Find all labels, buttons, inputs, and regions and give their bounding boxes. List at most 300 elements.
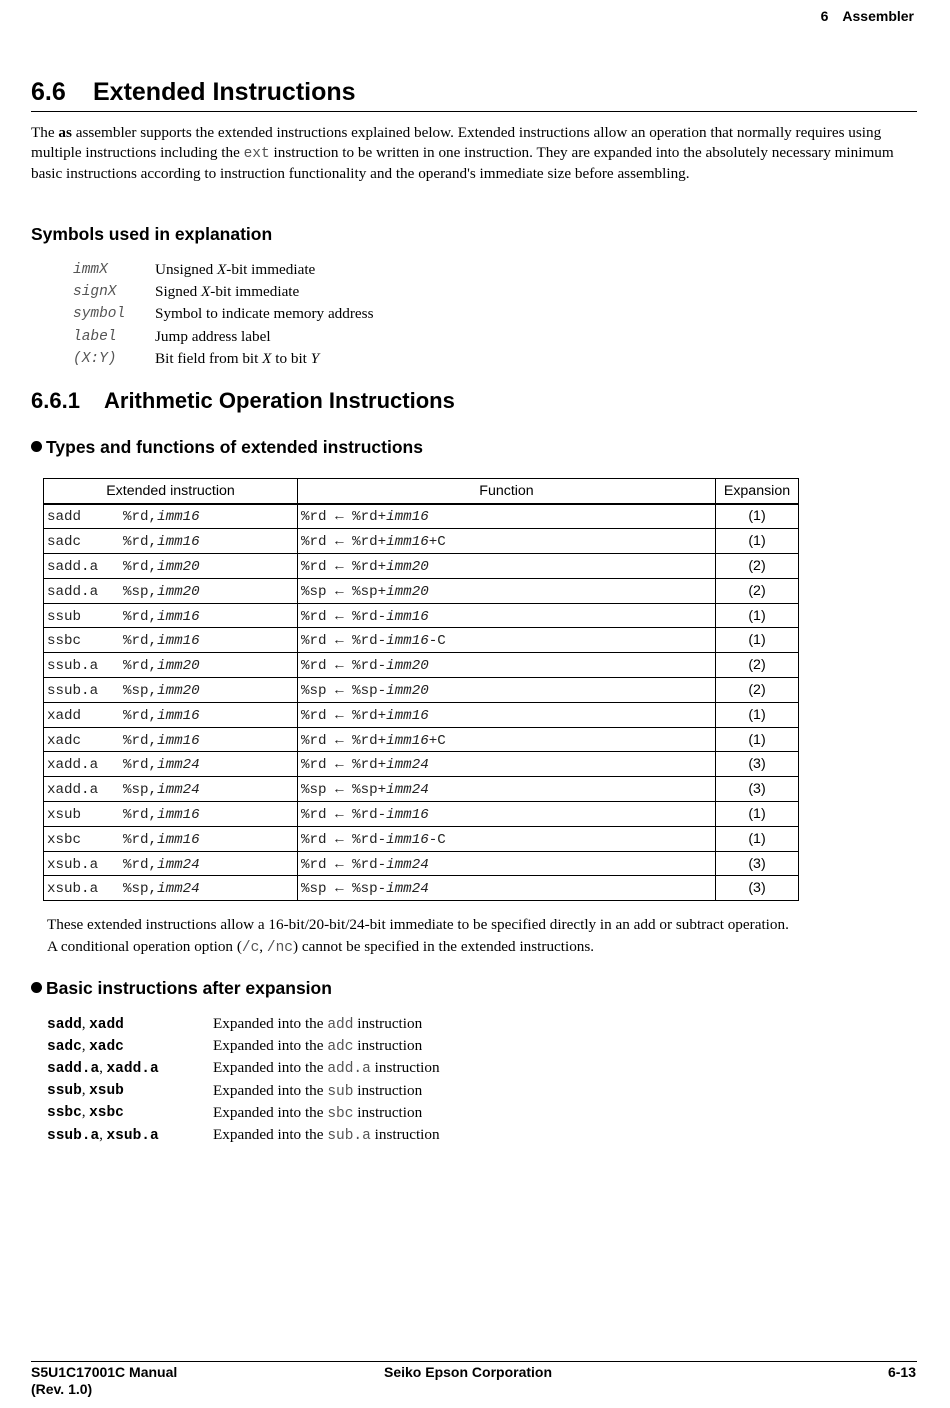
operand-immediate: imm24 [157,757,200,774]
function-source: %rd+ [352,757,387,774]
function-source: %sp+ [352,583,387,600]
instruction-cell [44,752,298,777]
basic-desc-prefix: Expanded into the [213,1103,328,1121]
function-expression [298,733,446,749]
instruction-mnemonic: xadd.a [47,757,99,774]
column-header-function: Function [298,479,716,504]
table-row [44,529,799,554]
function-immediate: imm16 [386,509,429,526]
basic-instruction-b: xadc [89,1038,124,1055]
function-cell [298,727,716,752]
operand-immediate: imm16 [157,534,200,551]
function-expression [298,757,429,773]
table-row [44,504,799,529]
expansion-cell: (2) [716,653,799,678]
basic-instruction-row [47,1124,440,1146]
column-header-expansion: Expansion [716,479,799,504]
note-option-c: /c [241,940,260,957]
basic-desc-code: sub [327,1083,354,1100]
basic-instruction-a: ssub.a [47,1127,100,1144]
basic-instruction-names [47,1082,213,1099]
function-immediate: imm20 [386,682,429,699]
symbol-desc-pre: Jump address label [155,327,271,345]
expansion-cell: (3) [716,777,799,802]
footer-manual [31,1364,177,1398]
subsection-title [31,388,455,414]
instruction-operands [123,559,200,575]
instruction-mnemonic: ssub [47,608,82,625]
intro-paragraph [31,123,901,184]
instruction-operands [123,534,200,550]
section-title-text: Extended Instructions [93,78,356,106]
function-immediate: imm16 [386,831,429,848]
basic-instruction-b: xadd [89,1016,124,1033]
expansion-cell: (3) [716,876,799,901]
function-source: %rd- [352,608,387,625]
operand-register: %rd, [123,806,158,823]
table-row [44,727,799,752]
basic-instruction-description [213,1126,440,1144]
operand-immediate: imm16 [157,707,200,724]
basic-instruction-b: xsbc [89,1105,124,1122]
symbol-desc-post: -bit immediate [210,283,300,301]
basic-instruction-names [47,1016,213,1033]
intro-text-2: assembler supports the extended instructions explained below. Extended instructions allow an operation that normally requires using multiple instructions including the [31,124,882,161]
chapter-number: 6 [820,8,829,24]
operand-register: %rd, [123,856,158,873]
function-source: %rd+ [352,509,387,526]
function-destination: %sp [301,682,327,699]
section-title [31,78,356,107]
instruction-operands [123,733,200,749]
function-immediate: imm24 [386,757,429,774]
symbol-description [155,305,374,323]
expansion-cell: (1) [716,727,799,752]
function-expression [298,857,429,873]
function-destination: %rd [301,856,327,873]
instruction-cell [44,628,298,653]
function-source: %rd- [352,633,387,650]
basic-instruction-row [47,1080,440,1102]
operand-register: %rd, [123,757,158,774]
left-arrow-icon: ← [335,608,344,625]
instruction-mnemonic: xsub [47,806,82,823]
instruction-cell [44,678,298,703]
left-arrow-icon: ← [335,856,344,873]
instruction-cell [44,727,298,752]
basic-instruction-a: sadc [47,1038,82,1055]
basic-desc-suffix: instruction [353,1037,423,1055]
operand-immediate: imm16 [157,831,200,848]
operand-immediate: imm16 [157,732,200,749]
symbol-desc-post: -bit immediate [226,261,316,279]
left-arrow-icon: ← [335,831,344,848]
bullet-icon [31,441,42,452]
operand-immediate: imm24 [157,856,200,873]
function-cell [298,876,716,901]
function-expression [298,633,446,649]
basic-desc-prefix: Expanded into the [213,1037,328,1055]
basic-desc-suffix: instruction [353,1081,423,1099]
function-cell [298,554,716,579]
types-heading-text: Types and functions of extended instructions [46,437,423,457]
left-arrow-icon: ← [335,583,344,600]
symbol-key: (X:Y) [73,350,117,367]
operand-immediate: imm16 [157,806,200,823]
operand-register: %rd, [123,633,158,650]
expansion-cell: (2) [716,578,799,603]
instruction-mnemonic: xsub.a [47,881,99,898]
operand-immediate: imm20 [157,583,200,600]
symbol-row [73,348,374,370]
operand-register: %rd, [123,534,158,551]
instruction-cell [44,802,298,827]
symbol-desc-var2: Y [310,349,320,367]
basic-instruction-separator: , [81,1104,90,1121]
title-divider [31,111,917,112]
left-arrow-icon: ← [335,782,344,799]
function-destination: %rd [301,757,327,774]
function-destination: %rd [301,806,327,823]
basic-instruction-a: ssbc [47,1105,82,1122]
basic-instruction-b: xsub [89,1083,124,1100]
symbol-row [73,326,374,348]
basic-instruction-names [47,1127,213,1144]
footer-page-number: 6-13 [887,1364,916,1380]
basic-desc-code: add.a [327,1061,371,1078]
basic-desc-code: sbc [327,1105,354,1122]
function-source: %rd+ [352,534,387,551]
operand-register: %rd, [123,509,158,526]
function-source: %rd- [352,856,387,873]
instruction-operands [123,609,200,625]
basic-desc-code: sub.a [327,1128,371,1145]
function-expression [298,509,429,525]
function-source: %rd+ [352,707,387,724]
symbol-row [73,259,374,281]
function-immediate: imm24 [386,881,429,898]
function-source: %rd- [352,806,387,823]
bullet-icon [31,982,42,993]
expansion-cell: (1) [716,702,799,727]
function-expression [298,584,429,600]
instruction-mnemonic: sadd.a [47,558,99,575]
symbol-desc-var: X [262,349,272,367]
note-comma: , [259,938,267,956]
function-immediate: imm20 [386,583,429,600]
table-row [44,851,799,876]
types-heading [31,437,423,458]
left-arrow-icon: ← [335,633,344,650]
function-expression [298,683,429,699]
table-row [44,653,799,678]
symbol-desc-pre: Bit field from bit [155,349,263,367]
basic-instruction-description [213,1059,440,1077]
basic-instruction-description [213,1037,422,1055]
function-cell [298,628,716,653]
symbol-key: symbol [73,306,126,323]
note-line-1: These extended instructions allow a 16-bit/20-bit/24-bit immediate to be specified directly in an add or subtract operation. [47,916,789,933]
table-row [44,752,799,777]
symbol-desc-var: X [217,261,227,279]
function-carry-suffix: +C [428,732,446,749]
basic-heading [31,978,332,999]
left-arrow-icon: ← [335,682,344,699]
function-source: %sp+ [352,782,387,799]
function-cell [298,529,716,554]
basic-desc-code: add [327,1017,354,1034]
function-immediate: imm20 [386,558,429,575]
table-row [44,826,799,851]
function-cell [298,702,716,727]
symbol-key: label [73,328,117,345]
instruction-operands [123,757,200,773]
basic-instruction-separator: , [81,1037,90,1054]
function-immediate: imm24 [386,856,429,873]
section-number: 6.6 [31,78,66,106]
column-header-instruction: Extended instruction [44,479,298,504]
left-arrow-icon: ← [335,881,344,898]
function-destination: %rd [301,534,327,551]
function-source: %rd+ [352,732,387,749]
basic-desc-code: adc [327,1039,354,1056]
basic-desc-suffix: instruction [353,1015,423,1033]
basic-instruction-description [213,1082,422,1100]
basic-instruction-names [47,1038,213,1055]
instruction-operands [123,881,200,897]
function-destination: %rd [301,608,327,625]
symbol-row [73,281,374,303]
symbol-description [155,350,319,368]
instruction-operands [123,832,200,848]
basic-instruction-description [213,1015,422,1033]
function-expression [298,708,429,724]
instruction-mnemonic: ssub.a [47,682,99,699]
instruction-mnemonic: sadd.a [47,583,99,600]
expansion-cell: (1) [716,628,799,653]
function-expression [298,782,429,798]
function-immediate: imm16 [386,806,429,823]
left-arrow-icon: ← [335,757,344,774]
function-destination: %sp [301,881,327,898]
expansion-cell: (2) [716,678,799,703]
function-immediate: imm16 [386,633,429,650]
function-cell [298,802,716,827]
operand-immediate: imm20 [157,658,200,675]
table-row [44,678,799,703]
instruction-operands [123,782,200,798]
left-arrow-icon: ← [335,732,344,749]
function-cell [298,752,716,777]
function-cell [298,653,716,678]
expansion-cell: (1) [716,603,799,628]
extended-instructions-table [43,478,799,901]
instruction-mnemonic: xadd [47,707,82,724]
instruction-mnemonic: ssub.a [47,658,99,675]
left-arrow-icon: ← [335,558,344,575]
function-expression [298,609,429,625]
intro-ext-code: ext [243,146,270,162]
basic-instruction-row [47,1102,440,1124]
operand-immediate: imm24 [157,881,200,898]
table-row [44,702,799,727]
table-body [44,504,799,901]
function-source: %sp- [352,881,387,898]
operand-register: %rd, [123,558,158,575]
instruction-cell [44,851,298,876]
function-immediate: imm16 [386,707,429,724]
left-arrow-icon: ← [335,658,344,675]
instruction-operands [123,857,200,873]
instruction-mnemonic: xadc [47,732,82,749]
operand-register: %rd, [123,831,158,848]
table-row [44,777,799,802]
operand-register: %rd, [123,707,158,724]
basic-instruction-names [47,1060,213,1077]
operand-immediate: imm20 [157,682,200,699]
instruction-cell [44,876,298,901]
function-immediate: imm16 [386,608,429,625]
basic-desc-suffix: instruction [353,1103,423,1121]
basic-desc-suffix: instruction [370,1059,440,1077]
symbols-list [73,259,374,370]
instruction-operands [123,683,200,699]
instruction-cell [44,578,298,603]
function-immediate: imm24 [386,782,429,799]
function-destination: %rd [301,633,327,650]
operand-register: %sp, [123,583,158,600]
basic-instruction-separator: , [81,1015,90,1032]
function-cell [298,678,716,703]
function-expression [298,534,446,550]
function-source: %rd+ [352,558,387,575]
basic-instructions-list [47,1013,440,1146]
basic-instruction-a: sadd.a [47,1060,100,1077]
instruction-mnemonic: xsbc [47,831,82,848]
function-expression [298,832,446,848]
operand-immediate: imm16 [157,608,200,625]
footer-revision: (Rev. 1.0) [31,1381,93,1397]
operand-register: %rd, [123,658,158,675]
basic-instruction-b: xadd.a [106,1060,159,1077]
basic-instruction-a: sadd [47,1016,82,1033]
function-carry-suffix: -C [428,633,446,650]
function-cell [298,777,716,802]
expansion-cell: (3) [716,752,799,777]
running-header [821,8,914,24]
function-expression [298,658,429,674]
function-destination: %rd [301,732,327,749]
instruction-mnemonic: ssbc [47,633,82,650]
function-expression [298,559,429,575]
table-row [44,802,799,827]
function-immediate: imm16 [386,534,429,551]
table-row [44,876,799,901]
intro-text-1: The [31,124,59,141]
subsection-number: 6.6.1 [31,388,80,413]
basic-instruction-separator: , [99,1059,107,1076]
operand-register: %sp, [123,782,158,799]
instruction-cell [44,529,298,554]
operand-register: %sp, [123,682,158,699]
function-destination: %rd [301,558,327,575]
instruction-operands [123,509,200,525]
operand-immediate: imm16 [157,509,200,526]
function-cell [298,504,716,529]
operand-immediate: imm16 [157,633,200,650]
table-row [44,578,799,603]
function-source: %sp- [352,682,387,699]
symbol-description [155,328,271,346]
instruction-cell [44,702,298,727]
function-expression [298,807,429,823]
instruction-mnemonic: sadc [47,534,82,551]
table-row [44,628,799,653]
basic-desc-prefix: Expanded into the [213,1081,328,1099]
footer-company: Seiko Epson Corporation [384,1364,553,1380]
function-cell [298,578,716,603]
intro-text-3: instruction to be written in one instruction. They are expanded into the absolutely necessary minimum basic instructions according to instruction functionality and the operand's immediate size before assembling. [31,144,894,182]
expansion-cell: (3) [716,851,799,876]
instruction-mnemonic: xsub.a [47,856,99,873]
basic-desc-prefix: Expanded into the [213,1059,328,1077]
expansion-cell: (1) [716,802,799,827]
left-arrow-icon: ← [335,707,344,724]
expansion-cell: (1) [716,529,799,554]
function-source: %rd- [352,831,387,848]
function-destination: %rd [301,658,327,675]
function-carry-suffix: +C [428,534,446,551]
table-notes [47,914,789,960]
instruction-mnemonic: sadd [47,509,82,526]
instruction-cell [44,653,298,678]
note-line-2 [47,936,789,959]
instruction-cell [44,504,298,529]
operand-register: %rd, [123,608,158,625]
function-destination: %rd [301,831,327,848]
basic-desc-suffix: instruction [370,1126,440,1144]
symbol-row [73,303,374,325]
table-header-row [44,479,799,504]
instruction-operands [123,633,200,649]
basic-instruction-description [213,1104,422,1122]
symbol-key: signX [73,284,117,301]
subsection-title-text: Arithmetic Operation Instructions [104,388,455,413]
instruction-cell [44,777,298,802]
function-cell [298,851,716,876]
operand-immediate: imm20 [157,558,200,575]
function-immediate: imm16 [386,732,429,749]
function-immediate: imm20 [386,658,429,675]
instruction-operands [123,807,200,823]
function-cell [298,603,716,628]
symbol-description [155,283,299,301]
table-row [44,603,799,628]
note-text-b: ) cannot be specified in the extended instructions. [292,938,595,956]
function-carry-suffix: -C [428,831,446,848]
chapter-title: Assembler [842,8,914,24]
basic-instruction-names [47,1104,213,1121]
basic-instruction-b: xsub.a [106,1127,159,1144]
basic-instruction-a: ssub [47,1083,82,1100]
symbols-heading: Symbols used in explanation [31,224,273,244]
footer-divider [31,1361,917,1362]
symbol-desc-post: to bit [271,349,311,367]
expansion-cell: (1) [716,826,799,851]
expansion-cell: (2) [716,554,799,579]
basic-instruction-separator: , [99,1126,107,1143]
operand-immediate: imm24 [157,782,200,799]
